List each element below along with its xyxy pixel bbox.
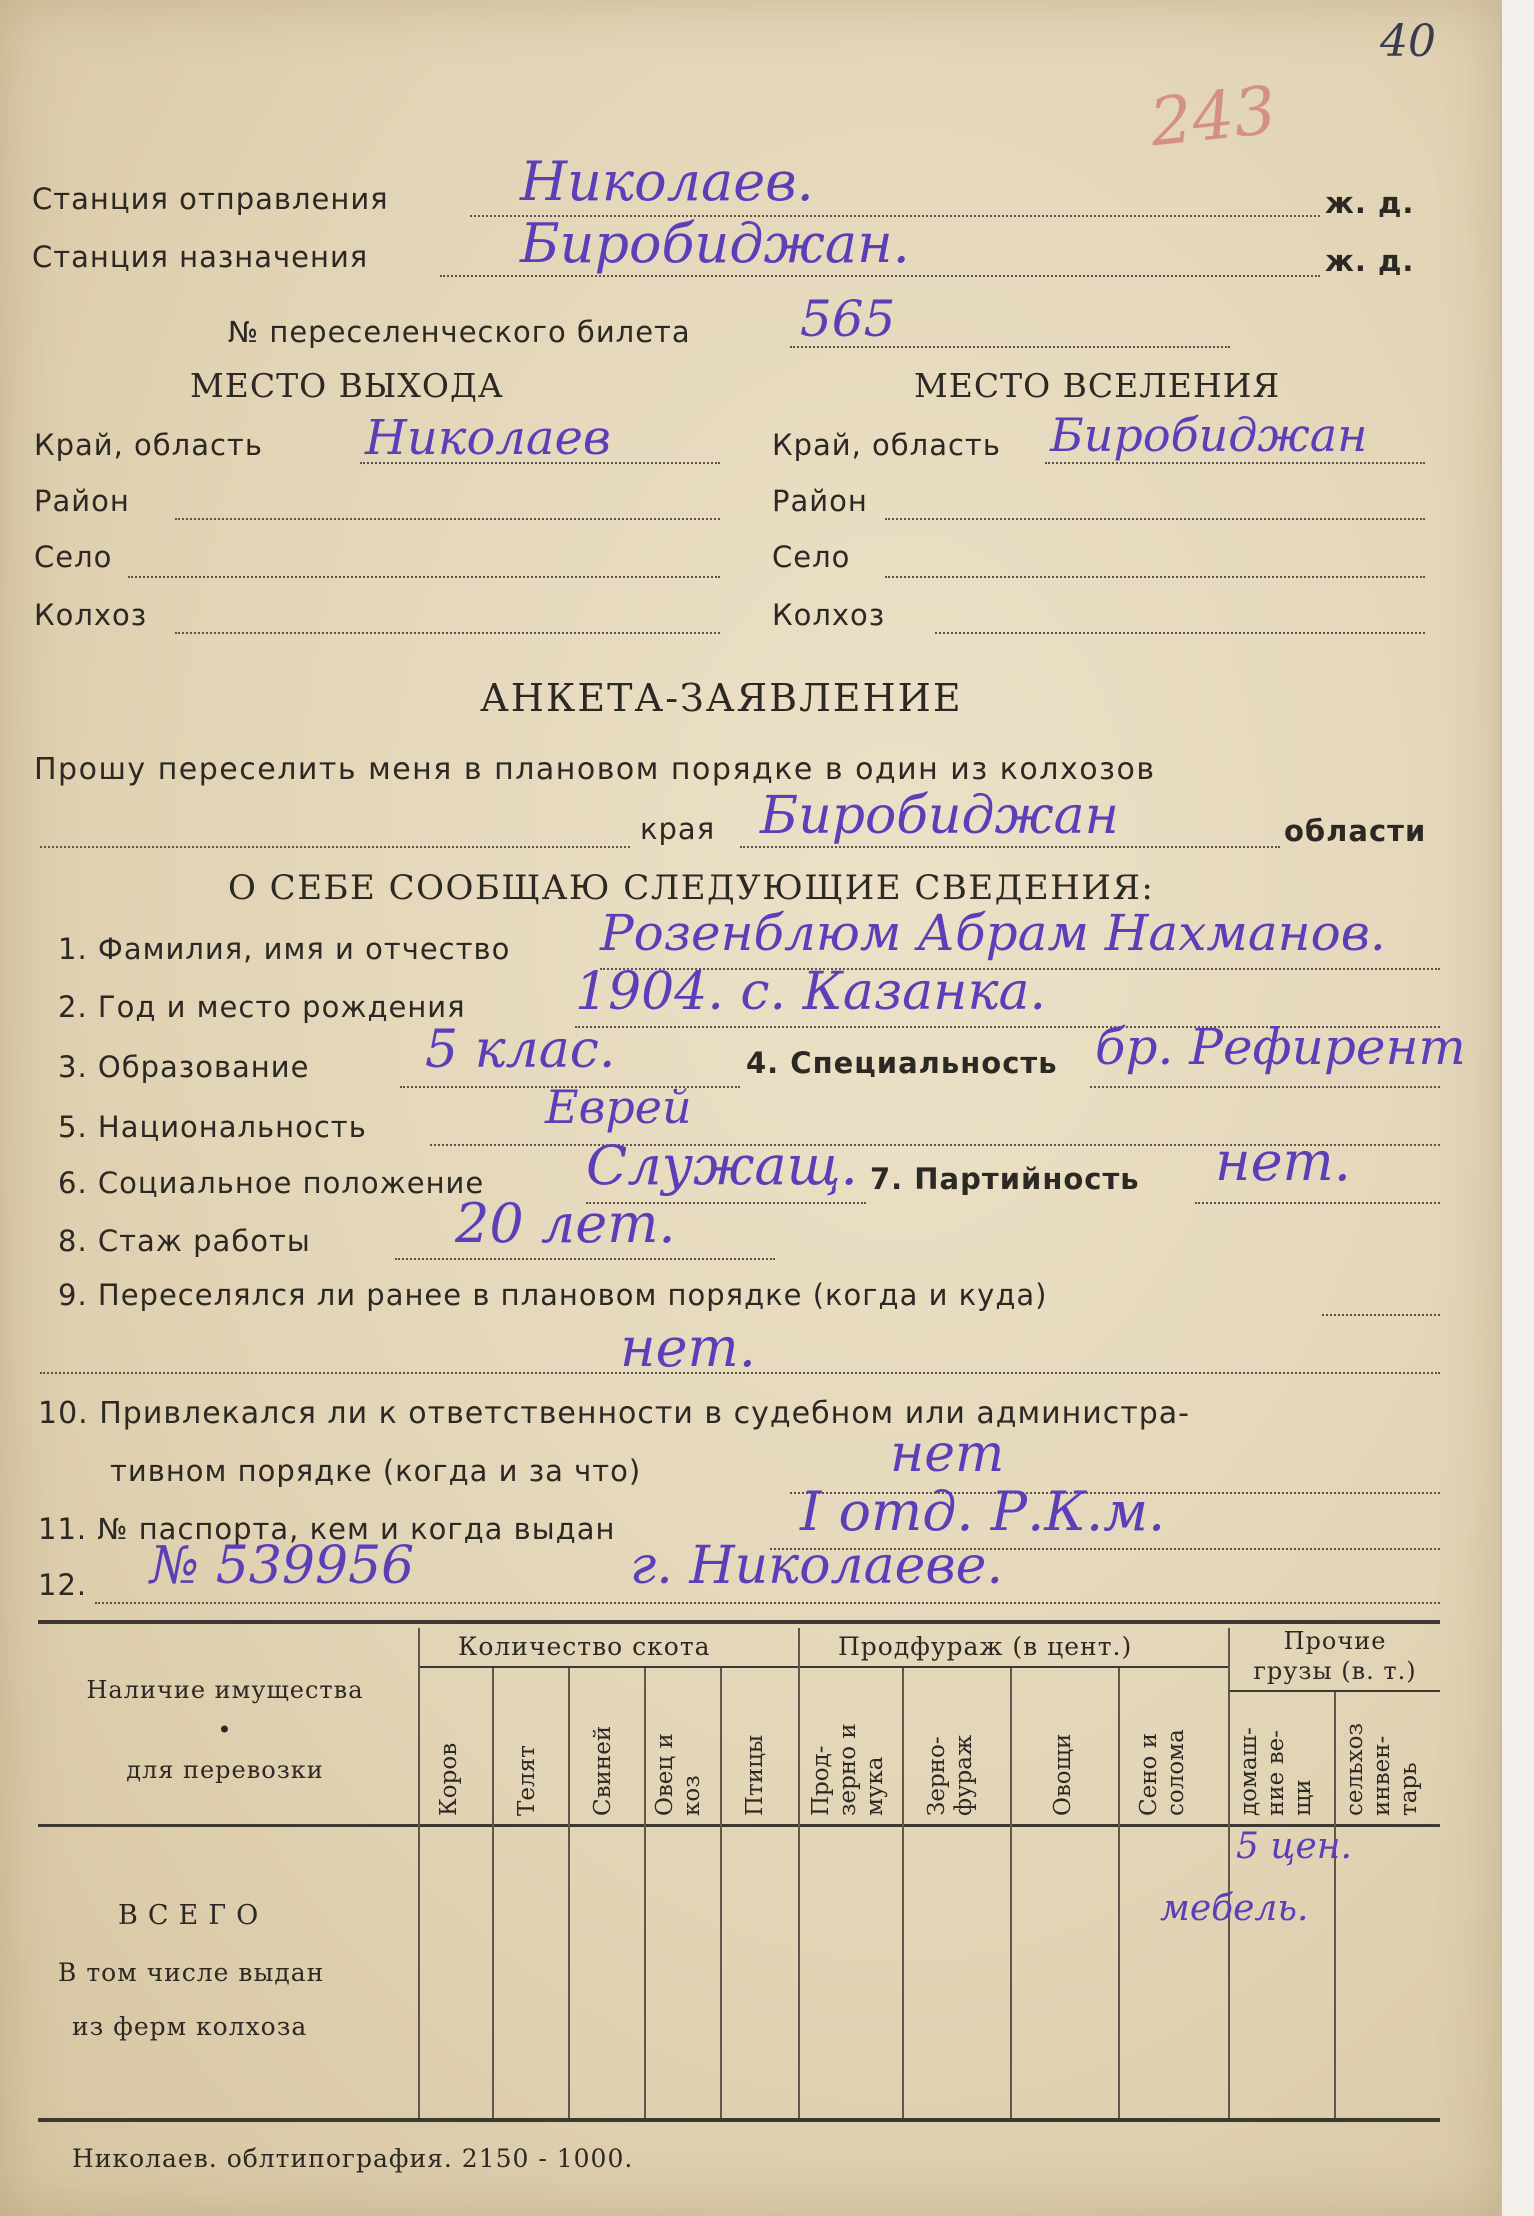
field-4-line: [1090, 1086, 1440, 1088]
field-11-label: 11. № паспорта, кем и когда выдан: [38, 1512, 616, 1546]
col-household: домаш- ние ве- щи: [1236, 1727, 1316, 1816]
col-grain: Прод- зерно и мука: [808, 1723, 888, 1816]
household-value-a: 5 цен.: [1236, 1826, 1352, 1867]
col-pigs: Свиней: [590, 1725, 616, 1816]
printer-line: Николаев. облтипография. 2150 - 1000.: [72, 2144, 634, 2173]
request-line: Прошу переселить меня в плановом порядке в один из колхозов: [34, 752, 1156, 787]
field-2-label: 2. Год и место рождения: [58, 990, 466, 1024]
departure-label: Станция отправления: [32, 182, 389, 216]
livestock-group-header: Количество скота: [458, 1632, 711, 1661]
exit-district-label: Район: [34, 484, 130, 518]
exit-village-line: [128, 576, 720, 578]
table-vline-2: [492, 1668, 494, 2118]
settle-kolkhoz-label: Колхоз: [772, 598, 886, 632]
kray-value: Биробиджан: [760, 786, 1119, 846]
arrival-line: [440, 275, 1320, 277]
field-10-value: нет: [890, 1424, 1005, 1484]
settle-region-line: [1045, 462, 1425, 464]
settle-village-label: Село: [772, 540, 851, 574]
exit-village-label: Село: [34, 540, 113, 574]
exit-region-label: Край, область: [34, 428, 263, 462]
table-vline-5: [720, 1668, 722, 2118]
field-3-label: 3. Образование: [58, 1050, 310, 1084]
field-1-label: 1. Фамилия, имя и отчество: [58, 932, 511, 966]
ticket-value: 565: [800, 290, 896, 348]
settle-district-label: Район: [772, 484, 868, 518]
table-vline-10: [1228, 1628, 1230, 2118]
ticket-label: № переселенческого билета: [228, 315, 691, 349]
settle-heading: МЕСТО ВСЕЛЕНИЯ: [914, 366, 1281, 405]
livestock-group-rule: [418, 1666, 798, 1668]
field-10-label-b: тивном порядке (когда и за что): [110, 1454, 642, 1488]
table-vline-6: [798, 1628, 800, 2118]
field-12-value-a: № 539956: [150, 1536, 415, 1596]
field-9-line-a: [1322, 1314, 1440, 1316]
table-bottom-rule: [38, 2118, 1440, 2122]
table-row-header: Наличие имущества • для перевозки: [86, 1676, 364, 1784]
field-4-label: 4. Специальность: [746, 1046, 1058, 1080]
settle-region-label: Край, область: [772, 428, 1001, 462]
issued-row-label-a: В том числе выдан: [58, 1958, 325, 1987]
table-vline-8: [1010, 1668, 1012, 2118]
about-heading: О СЕБЕ СООБЩАЮ СЛЕДУЮЩИЕ СВЕДЕНИЯ:: [228, 868, 1155, 908]
settle-district-line: [885, 518, 1425, 520]
page-number: 40: [1380, 16, 1436, 67]
exit-kolkhoz-label: Колхоз: [34, 598, 148, 632]
exit-heading: МЕСТО ВЫХОДА: [190, 366, 504, 405]
col-sheep: Овец и коз: [652, 1733, 705, 1816]
table-vline-4: [644, 1668, 646, 2118]
settle-kolkhoz-line: [935, 632, 1425, 634]
table-top-rule: [38, 1620, 1440, 1624]
exit-kolkhoz-line: [175, 632, 720, 634]
exit-region-line: [360, 462, 720, 464]
issued-row-label-b: из ферм колхоза: [72, 2012, 308, 2041]
fodder-group-rule: [798, 1666, 1228, 1668]
col-farmtools: сельхоз инвен- тарь: [1342, 1723, 1422, 1816]
col-hay: Сено и солома: [1136, 1729, 1189, 1816]
field-12-value-b: г. Николаеве.: [630, 1536, 1003, 1596]
field-7-line: [1195, 1202, 1440, 1204]
settle-village-line: [885, 576, 1425, 578]
household-value-b: мебель.: [1160, 1888, 1309, 1929]
field-8-value: 20 лет.: [455, 1192, 676, 1255]
field-12-line: [95, 1602, 1440, 1604]
exit-district-line: [175, 518, 720, 520]
table-vline-11: [1334, 1692, 1336, 2118]
oblast-label: области: [1284, 814, 1427, 848]
table-vline-9: [1118, 1668, 1120, 2118]
field-1-value: Розенблюм Абрам Нахманов.: [600, 904, 1386, 962]
form-title: АНКЕТА-ЗАЯВЛЕНИЕ: [480, 676, 963, 720]
total-row-label: ВСЕГО: [118, 1900, 269, 1931]
kray-line-right: [740, 846, 1280, 848]
departure-value: Николаев.: [520, 150, 814, 213]
col-veg: Овощи: [1050, 1733, 1076, 1816]
field-9-label: 9. Переселялся ли ранее в плановом порядке (когда и куда): [58, 1278, 1048, 1312]
col-cows: Коров: [436, 1742, 462, 1816]
col-calves: Телят: [514, 1745, 540, 1816]
departure-rail-suffix: ж. д.: [1325, 186, 1415, 220]
field-4-value: бр. Рефирент: [1095, 1018, 1466, 1076]
field-5-label: 5. Национальность: [58, 1110, 367, 1144]
field-10-label-a: 10. Привлекался ли к ответственности в судебном или администра-: [38, 1396, 1191, 1431]
kray-line-left: [40, 846, 630, 848]
table-vline-1: [418, 1628, 420, 2118]
settle-region-value: Биробиджан: [1050, 408, 1368, 462]
field-3-value: 5 клас.: [425, 1020, 616, 1080]
field-9-line-b: [40, 1372, 1440, 1374]
field-7-value: нет.: [1215, 1130, 1351, 1193]
field-6-label: 6. Социальное положение: [58, 1166, 485, 1200]
field-5-value: Еврей: [545, 1080, 692, 1134]
ticket-line: [790, 346, 1230, 348]
field-7-label: 7. Партийность: [870, 1162, 1140, 1196]
field-11-value: I отд. Р.К.м.: [800, 1480, 1166, 1543]
field-12-label: 12.: [38, 1568, 88, 1602]
archive-stamp-number: 243: [1146, 71, 1280, 162]
arrival-rail-suffix: ж. д.: [1325, 244, 1415, 278]
field-2-value: 1904. с. Казанка.: [575, 962, 1047, 1022]
fodder-group-header: Продфураж (в цент.): [838, 1632, 1133, 1661]
table-vline-7: [902, 1668, 904, 2118]
kray-label: края: [640, 812, 716, 846]
table-vline-3: [568, 1668, 570, 2118]
arrival-value: Биробиджан.: [520, 212, 910, 275]
field-8-line: [395, 1258, 775, 1260]
field-6-value: Служащ.: [586, 1134, 858, 1197]
exit-region-value: Николаев: [365, 410, 611, 466]
field-8-label: 8. Стаж работы: [58, 1224, 311, 1258]
field-9-value: нет.: [620, 1316, 756, 1379]
other-group-header: Прочие грузы (в. т.): [1253, 1627, 1417, 1685]
arrival-label: Станция назначения: [32, 240, 369, 274]
col-feedgrain: Зерно- фураж: [924, 1734, 977, 1816]
col-birds: Птицы: [742, 1734, 768, 1816]
